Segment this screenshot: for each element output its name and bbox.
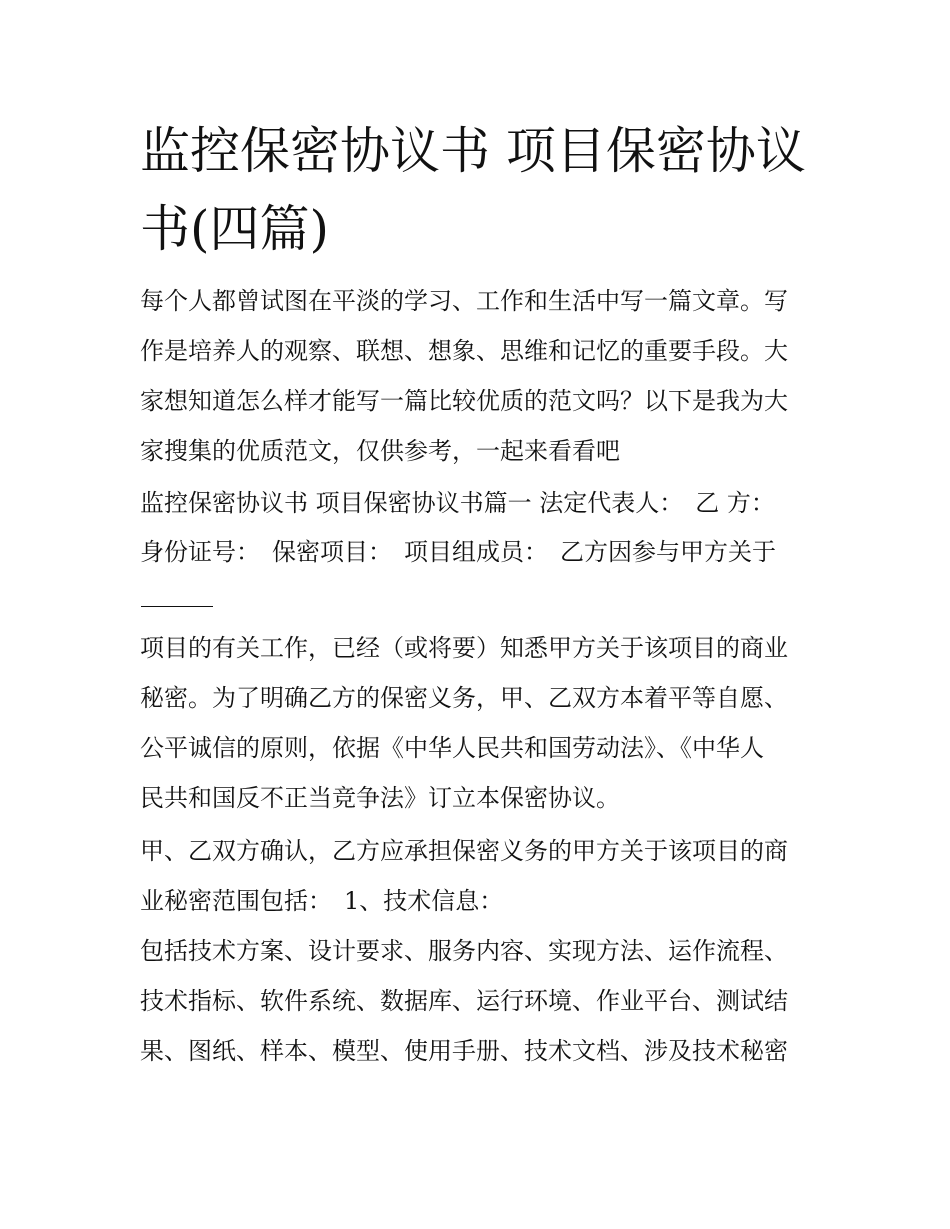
scope-paragraph: [140, 826, 820, 926]
project-line-4: 民共和国反不正当竞争法》订立本保密协议。: [140, 784, 620, 812]
parties-line: 身份证号： 保密项目： 项目组成员： 乙方因参与甲方关于: [140, 538, 776, 566]
blank-fill-line: [141, 606, 213, 607]
parties-paragraph: [140, 527, 820, 577]
project-line-3: 公平诚信的原则，依据《中华人民共和国劳动法》、《中华人: [140, 734, 764, 762]
section-heading-line: 监控保密协议书 项目保密协议书篇一 法定代表人： 乙 方：: [140, 489, 775, 517]
tech-info-paragraph: [140, 926, 820, 1076]
intro-line-2: 作是培养人的观察、联想、想象、思维和记忆的重要手段。大: [140, 337, 788, 365]
project-paragraph: [140, 623, 820, 823]
tech-line-3: 果、图纸、样本、模型、使用手册、技术文档、涉及技术秘密: [140, 1037, 788, 1065]
document-title: [140, 112, 820, 268]
title-line-1: 监控保密协议书 项目保密协议: [140, 122, 806, 180]
intro-line-4: 家搜集的优质范文，仅供参考，一起来看看吧: [140, 437, 620, 465]
intro-paragraph: [140, 276, 820, 476]
tech-line-1: 包括技术方案、设计要求、服务内容、实现方法、运作流程、: [140, 937, 788, 965]
intro-line-1: 每个人都曾试图在平淡的学习、工作和生活中写一篇文章。写: [140, 287, 788, 315]
section-heading-paragraph: [140, 478, 820, 528]
project-line-1: 项目的有关工作，已经（或将要）知悉甲方关于该项目的商业: [140, 634, 788, 662]
title-line-2: 书(四篇): [140, 200, 330, 258]
scope-line-1: 甲、乙双方确认，乙方应承担保密义务的甲方关于该项目的商: [140, 837, 788, 865]
scope-line-2: 业秘密范围包括： 1、技术信息：: [140, 887, 504, 915]
intro-line-3: 家想知道怎么样才能写一篇比较优质的范文吗？以下是我为大: [140, 387, 788, 415]
tech-line-2: 技术指标、软件系统、数据库、运行环境、作业平台、测试结: [140, 987, 788, 1015]
project-line-2: 秘密。为了明确乙方的保密义务，甲、乙双方本着平等自愿、: [140, 684, 788, 712]
